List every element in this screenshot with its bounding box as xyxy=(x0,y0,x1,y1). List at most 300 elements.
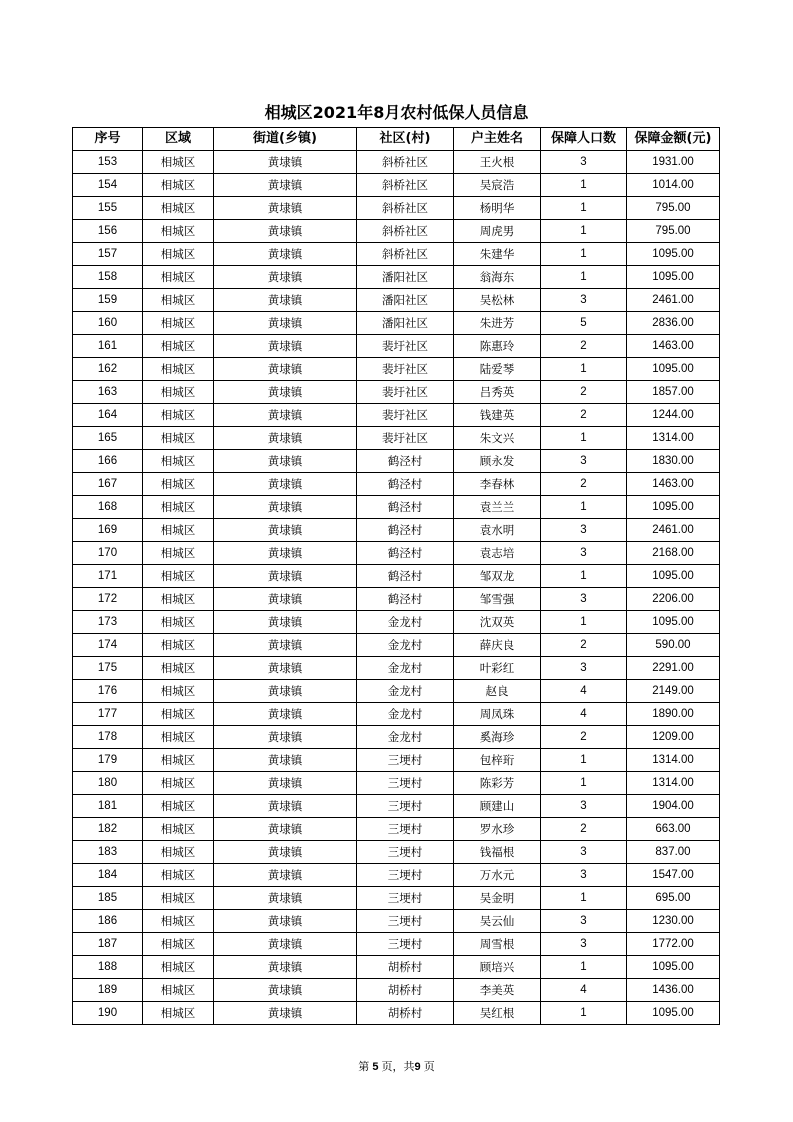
cell-street: 黄埭镇 xyxy=(214,818,357,841)
cell-people-count: 1 xyxy=(541,197,627,220)
cell-householder: 叶彩红 xyxy=(454,657,541,680)
cell-street: 黄埭镇 xyxy=(214,933,357,956)
cell-amount: 2206.00 xyxy=(627,588,720,611)
cell-householder: 朱文兴 xyxy=(454,427,541,450)
cell-householder: 罗水珍 xyxy=(454,818,541,841)
cell-region: 相城区 xyxy=(143,933,214,956)
cell-index: 167 xyxy=(73,473,143,496)
cell-community: 三埂村 xyxy=(357,772,454,795)
cell-people-count: 1 xyxy=(541,496,627,519)
cell-amount: 795.00 xyxy=(627,220,720,243)
cell-index: 176 xyxy=(73,680,143,703)
cell-people-count: 1 xyxy=(541,749,627,772)
cell-community: 胡桥村 xyxy=(357,979,454,1002)
cell-region: 相城区 xyxy=(143,956,214,979)
cell-community: 金龙村 xyxy=(357,726,454,749)
cell-index: 156 xyxy=(73,220,143,243)
cell-street: 黄埭镇 xyxy=(214,887,357,910)
cell-amount: 1314.00 xyxy=(627,772,720,795)
cell-community: 裴圩社区 xyxy=(357,404,454,427)
cell-community: 鹤泾村 xyxy=(357,588,454,611)
cell-householder: 赵良 xyxy=(454,680,541,703)
cell-community: 三埂村 xyxy=(357,818,454,841)
cell-people-count: 3 xyxy=(541,542,627,565)
cell-street: 黄埭镇 xyxy=(214,795,357,818)
cell-amount: 795.00 xyxy=(627,197,720,220)
cell-street: 黄埭镇 xyxy=(214,381,357,404)
cell-amount: 1095.00 xyxy=(627,565,720,588)
cell-region: 相城区 xyxy=(143,519,214,542)
cell-street: 黄埭镇 xyxy=(214,1002,357,1025)
cell-amount: 1890.00 xyxy=(627,703,720,726)
cell-amount: 2461.00 xyxy=(627,519,720,542)
cell-index: 179 xyxy=(73,749,143,772)
cell-amount: 1095.00 xyxy=(627,496,720,519)
table-row xyxy=(73,956,720,979)
column-header-people-count: 保障人口数 xyxy=(541,128,627,151)
cell-people-count: 3 xyxy=(541,151,627,174)
cell-region: 相城区 xyxy=(143,634,214,657)
cell-community: 斜桥社区 xyxy=(357,197,454,220)
cell-people-count: 3 xyxy=(541,910,627,933)
page-footer xyxy=(0,1058,793,1076)
table-row xyxy=(73,450,720,473)
cell-region: 相城区 xyxy=(143,404,214,427)
cell-amount: 1095.00 xyxy=(627,358,720,381)
table-row xyxy=(73,266,720,289)
cell-householder: 沈双英 xyxy=(454,611,541,634)
cell-street: 黄埭镇 xyxy=(214,956,357,979)
data-table xyxy=(72,127,720,1025)
cell-people-count: 3 xyxy=(541,657,627,680)
table-row xyxy=(73,335,720,358)
cell-index: 185 xyxy=(73,887,143,910)
cell-people-count: 1 xyxy=(541,266,627,289)
cell-amount: 1095.00 xyxy=(627,243,720,266)
cell-people-count: 5 xyxy=(541,312,627,335)
cell-region: 相城区 xyxy=(143,795,214,818)
cell-index: 169 xyxy=(73,519,143,542)
cell-people-count: 1 xyxy=(541,358,627,381)
table-row xyxy=(73,1002,720,1025)
cell-community: 三埂村 xyxy=(357,910,454,933)
cell-community: 斜桥社区 xyxy=(357,220,454,243)
table-row xyxy=(73,473,720,496)
cell-householder: 薛庆良 xyxy=(454,634,541,657)
cell-householder: 周雪根 xyxy=(454,933,541,956)
cell-community: 三埂村 xyxy=(357,795,454,818)
cell-street: 黄埭镇 xyxy=(214,335,357,358)
document-title: 相城区2021年8月农村低保人员信息 xyxy=(264,103,529,122)
column-header-index: 序号 xyxy=(73,128,143,151)
table-row xyxy=(73,887,720,910)
cell-people-count: 3 xyxy=(541,933,627,956)
cell-amount: 1931.00 xyxy=(627,151,720,174)
cell-region: 相城区 xyxy=(143,841,214,864)
cell-region: 相城区 xyxy=(143,243,214,266)
cell-street: 黄埭镇 xyxy=(214,496,357,519)
cell-community: 潘阳社区 xyxy=(357,312,454,335)
cell-community: 斜桥社区 xyxy=(357,174,454,197)
cell-amount: 2836.00 xyxy=(627,312,720,335)
column-header-community: 社区(村) xyxy=(357,128,454,151)
column-header-region: 区域 xyxy=(143,128,214,151)
cell-region: 相城区 xyxy=(143,749,214,772)
cell-community: 潘阳社区 xyxy=(357,266,454,289)
cell-street: 黄埭镇 xyxy=(214,726,357,749)
cell-index: 165 xyxy=(73,427,143,450)
column-header-householder: 户主姓名 xyxy=(454,128,541,151)
cell-index: 160 xyxy=(73,312,143,335)
cell-index: 164 xyxy=(73,404,143,427)
cell-street: 黄埭镇 xyxy=(214,404,357,427)
cell-community: 胡桥村 xyxy=(357,1002,454,1025)
cell-amount: 663.00 xyxy=(627,818,720,841)
cell-people-count: 4 xyxy=(541,680,627,703)
cell-index: 189 xyxy=(73,979,143,1002)
cell-amount: 1904.00 xyxy=(627,795,720,818)
cell-community: 鹤泾村 xyxy=(357,450,454,473)
cell-region: 相城区 xyxy=(143,680,214,703)
cell-region: 相城区 xyxy=(143,772,214,795)
cell-householder: 奚海珍 xyxy=(454,726,541,749)
cell-index: 154 xyxy=(73,174,143,197)
cell-index: 174 xyxy=(73,634,143,657)
cell-amount: 590.00 xyxy=(627,634,720,657)
cell-householder: 杨明华 xyxy=(454,197,541,220)
table-row xyxy=(73,588,720,611)
cell-amount: 1095.00 xyxy=(627,266,720,289)
cell-community: 斜桥社区 xyxy=(357,243,454,266)
cell-index: 184 xyxy=(73,864,143,887)
cell-street: 黄埭镇 xyxy=(214,312,357,335)
cell-index: 161 xyxy=(73,335,143,358)
cell-region: 相城区 xyxy=(143,335,214,358)
cell-householder: 朱建华 xyxy=(454,243,541,266)
cell-street: 黄埭镇 xyxy=(214,220,357,243)
cell-amount: 1209.00 xyxy=(627,726,720,749)
cell-people-count: 2 xyxy=(541,726,627,749)
cell-community: 金龙村 xyxy=(357,634,454,657)
cell-street: 黄埭镇 xyxy=(214,151,357,174)
cell-householder: 袁志培 xyxy=(454,542,541,565)
cell-index: 188 xyxy=(73,956,143,979)
table-body xyxy=(73,151,720,1025)
table-row xyxy=(73,381,720,404)
cell-index: 158 xyxy=(73,266,143,289)
cell-community: 潘阳社区 xyxy=(357,289,454,312)
table-header-row xyxy=(73,128,720,151)
cell-householder: 吴红根 xyxy=(454,1002,541,1025)
cell-amount: 1463.00 xyxy=(627,473,720,496)
cell-street: 黄埭镇 xyxy=(214,289,357,312)
cell-region: 相城区 xyxy=(143,611,214,634)
cell-index: 180 xyxy=(73,772,143,795)
cell-street: 黄埭镇 xyxy=(214,703,357,726)
cell-people-count: 2 xyxy=(541,381,627,404)
cell-index: 155 xyxy=(73,197,143,220)
cell-street: 黄埭镇 xyxy=(214,427,357,450)
cell-community: 三埂村 xyxy=(357,887,454,910)
column-header-amount: 保障金额(元) xyxy=(627,128,720,151)
cell-householder: 顾永发 xyxy=(454,450,541,473)
table-row xyxy=(73,220,720,243)
cell-region: 相城区 xyxy=(143,427,214,450)
cell-street: 黄埭镇 xyxy=(214,841,357,864)
footer-middle: 页，共 xyxy=(381,1060,415,1073)
cell-householder: 钱建英 xyxy=(454,404,541,427)
footer-page-number: 5 xyxy=(372,1061,379,1073)
table-row xyxy=(73,151,720,174)
cell-region: 相城区 xyxy=(143,979,214,1002)
cell-region: 相城区 xyxy=(143,174,214,197)
cell-people-count: 1 xyxy=(541,427,627,450)
table-row xyxy=(73,427,720,450)
cell-street: 黄埭镇 xyxy=(214,657,357,680)
cell-amount: 2291.00 xyxy=(627,657,720,680)
cell-region: 相城区 xyxy=(143,864,214,887)
table-row xyxy=(73,358,720,381)
cell-householder: 吕秀英 xyxy=(454,381,541,404)
cell-index: 159 xyxy=(73,289,143,312)
cell-amount: 1463.00 xyxy=(627,335,720,358)
cell-people-count: 3 xyxy=(541,864,627,887)
cell-index: 168 xyxy=(73,496,143,519)
cell-community: 三埂村 xyxy=(357,749,454,772)
table-row xyxy=(73,197,720,220)
cell-amount: 1830.00 xyxy=(627,450,720,473)
cell-region: 相城区 xyxy=(143,657,214,680)
cell-region: 相城区 xyxy=(143,542,214,565)
cell-community: 鹤泾村 xyxy=(357,473,454,496)
cell-community: 裴圩社区 xyxy=(357,358,454,381)
cell-amount: 2149.00 xyxy=(627,680,720,703)
cell-amount: 1014.00 xyxy=(627,174,720,197)
cell-people-count: 1 xyxy=(541,887,627,910)
cell-people-count: 3 xyxy=(541,450,627,473)
cell-community: 裴圩社区 xyxy=(357,427,454,450)
cell-community: 裴圩社区 xyxy=(357,381,454,404)
cell-street: 黄埭镇 xyxy=(214,473,357,496)
cell-index: 177 xyxy=(73,703,143,726)
cell-index: 162 xyxy=(73,358,143,381)
table-row xyxy=(73,841,720,864)
table-row xyxy=(73,864,720,887)
cell-street: 黄埭镇 xyxy=(214,565,357,588)
cell-people-count: 3 xyxy=(541,289,627,312)
cell-index: 172 xyxy=(73,588,143,611)
cell-amount: 1244.00 xyxy=(627,404,720,427)
cell-amount: 2168.00 xyxy=(627,542,720,565)
cell-region: 相城区 xyxy=(143,381,214,404)
cell-amount: 1095.00 xyxy=(627,956,720,979)
cell-community: 斜桥社区 xyxy=(357,151,454,174)
cell-people-count: 1 xyxy=(541,565,627,588)
cell-street: 黄埭镇 xyxy=(214,749,357,772)
table-row xyxy=(73,933,720,956)
cell-householder: 邹双龙 xyxy=(454,565,541,588)
cell-people-count: 2 xyxy=(541,634,627,657)
cell-householder: 吴松林 xyxy=(454,289,541,312)
cell-householder: 陆爱琴 xyxy=(454,358,541,381)
table-row xyxy=(73,611,720,634)
cell-region: 相城区 xyxy=(143,818,214,841)
cell-region: 相城区 xyxy=(143,887,214,910)
cell-people-count: 3 xyxy=(541,588,627,611)
cell-index: 182 xyxy=(73,818,143,841)
table-row xyxy=(73,496,720,519)
cell-index: 181 xyxy=(73,795,143,818)
table-row xyxy=(73,657,720,680)
cell-community: 鹤泾村 xyxy=(357,519,454,542)
cell-street: 黄埭镇 xyxy=(214,611,357,634)
cell-people-count: 1 xyxy=(541,956,627,979)
cell-amount: 1436.00 xyxy=(627,979,720,1002)
cell-community: 金龙村 xyxy=(357,611,454,634)
cell-amount: 695.00 xyxy=(627,887,720,910)
cell-householder: 袁水明 xyxy=(454,519,541,542)
cell-street: 黄埭镇 xyxy=(214,243,357,266)
cell-street: 黄埭镇 xyxy=(214,634,357,657)
cell-community: 金龙村 xyxy=(357,680,454,703)
cell-region: 相城区 xyxy=(143,312,214,335)
cell-region: 相城区 xyxy=(143,266,214,289)
cell-householder: 吴金明 xyxy=(454,887,541,910)
table-row xyxy=(73,772,720,795)
table-row xyxy=(73,542,720,565)
cell-householder: 钱福根 xyxy=(454,841,541,864)
cell-householder: 李美英 xyxy=(454,979,541,1002)
table-row xyxy=(73,519,720,542)
table-row xyxy=(73,749,720,772)
cell-amount: 1095.00 xyxy=(627,611,720,634)
cell-street: 黄埭镇 xyxy=(214,910,357,933)
cell-people-count: 3 xyxy=(541,841,627,864)
table-row xyxy=(73,795,720,818)
table-row xyxy=(73,289,720,312)
cell-community: 金龙村 xyxy=(357,703,454,726)
cell-region: 相城区 xyxy=(143,726,214,749)
cell-index: 173 xyxy=(73,611,143,634)
cell-street: 黄埭镇 xyxy=(214,358,357,381)
cell-amount: 1314.00 xyxy=(627,427,720,450)
footer-total-pages: 9 xyxy=(414,1061,421,1073)
cell-community: 裴圩社区 xyxy=(357,335,454,358)
cell-community: 鹤泾村 xyxy=(357,565,454,588)
cell-householder: 万水元 xyxy=(454,864,541,887)
cell-street: 黄埭镇 xyxy=(214,450,357,473)
cell-householder: 吴云仙 xyxy=(454,910,541,933)
cell-amount: 1772.00 xyxy=(627,933,720,956)
table-row xyxy=(73,243,720,266)
table-row xyxy=(73,680,720,703)
table-row xyxy=(73,634,720,657)
cell-index: 157 xyxy=(73,243,143,266)
cell-people-count: 4 xyxy=(541,979,627,1002)
cell-street: 黄埭镇 xyxy=(214,772,357,795)
cell-householder: 王火根 xyxy=(454,151,541,174)
footer-prefix: 第 xyxy=(358,1060,370,1073)
cell-people-count: 2 xyxy=(541,335,627,358)
cell-region: 相城区 xyxy=(143,496,214,519)
cell-people-count: 3 xyxy=(541,519,627,542)
cell-people-count: 1 xyxy=(541,243,627,266)
cell-people-count: 2 xyxy=(541,818,627,841)
cell-people-count: 1 xyxy=(541,174,627,197)
table-row xyxy=(73,404,720,427)
cell-people-count: 4 xyxy=(541,703,627,726)
cell-householder: 吴宸浩 xyxy=(454,174,541,197)
cell-householder: 周凤珠 xyxy=(454,703,541,726)
cell-street: 黄埭镇 xyxy=(214,174,357,197)
cell-people-count: 3 xyxy=(541,795,627,818)
table-row xyxy=(73,312,720,335)
cell-region: 相城区 xyxy=(143,289,214,312)
cell-street: 黄埭镇 xyxy=(214,519,357,542)
cell-people-count: 2 xyxy=(541,404,627,427)
cell-street: 黄埭镇 xyxy=(214,979,357,1002)
cell-street: 黄埭镇 xyxy=(214,864,357,887)
cell-amount: 2461.00 xyxy=(627,289,720,312)
cell-region: 相城区 xyxy=(143,588,214,611)
cell-people-count: 1 xyxy=(541,611,627,634)
cell-index: 183 xyxy=(73,841,143,864)
cell-people-count: 1 xyxy=(541,772,627,795)
cell-amount: 1230.00 xyxy=(627,910,720,933)
cell-region: 相城区 xyxy=(143,473,214,496)
cell-householder: 邹雪强 xyxy=(454,588,541,611)
cell-community: 三埂村 xyxy=(357,841,454,864)
cell-householder: 翁海东 xyxy=(454,266,541,289)
cell-index: 170 xyxy=(73,542,143,565)
cell-region: 相城区 xyxy=(143,450,214,473)
cell-region: 相城区 xyxy=(143,151,214,174)
table-row xyxy=(73,565,720,588)
cell-householder: 顾培兴 xyxy=(454,956,541,979)
cell-community: 三埂村 xyxy=(357,864,454,887)
cell-street: 黄埭镇 xyxy=(214,588,357,611)
cell-index: 166 xyxy=(73,450,143,473)
cell-region: 相城区 xyxy=(143,910,214,933)
cell-street: 黄埭镇 xyxy=(214,542,357,565)
cell-region: 相城区 xyxy=(143,220,214,243)
cell-householder: 陈彩芳 xyxy=(454,772,541,795)
cell-street: 黄埭镇 xyxy=(214,266,357,289)
cell-community: 金龙村 xyxy=(357,657,454,680)
cell-region: 相城区 xyxy=(143,703,214,726)
table-row xyxy=(73,726,720,749)
table-row xyxy=(73,703,720,726)
table-row xyxy=(73,910,720,933)
cell-householder: 顾建山 xyxy=(454,795,541,818)
cell-householder: 周虎男 xyxy=(454,220,541,243)
cell-people-count: 1 xyxy=(541,1002,627,1025)
cell-householder: 陈惠玲 xyxy=(454,335,541,358)
cell-amount: 1095.00 xyxy=(627,1002,720,1025)
cell-householder: 李春林 xyxy=(454,473,541,496)
cell-people-count: 1 xyxy=(541,220,627,243)
cell-amount: 1314.00 xyxy=(627,749,720,772)
cell-region: 相城区 xyxy=(143,197,214,220)
cell-index: 190 xyxy=(73,1002,143,1025)
cell-householder: 朱进芳 xyxy=(454,312,541,335)
cell-householder: 袁兰兰 xyxy=(454,496,541,519)
cell-street: 黄埭镇 xyxy=(214,197,357,220)
table-row xyxy=(73,174,720,197)
cell-region: 相城区 xyxy=(143,1002,214,1025)
cell-community: 鹤泾村 xyxy=(357,542,454,565)
cell-community: 鹤泾村 xyxy=(357,496,454,519)
